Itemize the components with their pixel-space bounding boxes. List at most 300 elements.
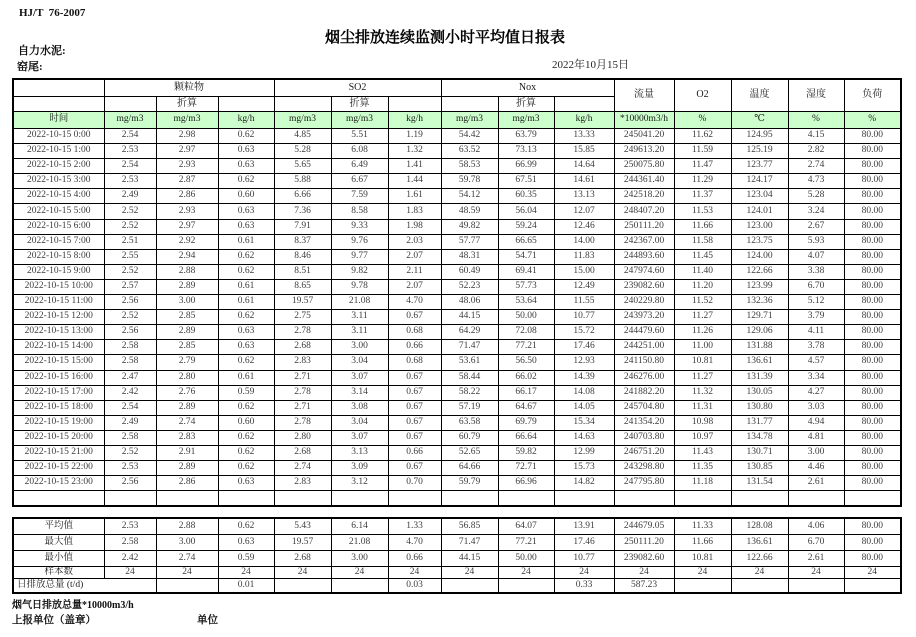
value-cell: 2.79 <box>156 355 218 370</box>
value-cell: 8.37 <box>274 234 331 249</box>
value-cell: 2.97 <box>156 144 218 159</box>
value-cell: 3.00 <box>156 295 218 310</box>
header-blank <box>554 97 614 112</box>
summary-value-cell: 80.00 <box>844 535 901 551</box>
row-time-cell: 2022-10-15 3:00 <box>13 174 104 189</box>
value-cell: 10.81 <box>674 355 731 370</box>
summary-value-cell: 2.58 <box>104 535 156 551</box>
summary-value-cell: 24 <box>441 567 498 579</box>
value-cell: 72.71 <box>498 461 554 476</box>
row-time-cell: 2022-10-15 11:00 <box>13 295 104 310</box>
table-row <box>13 159 901 174</box>
value-cell: 2.93 <box>156 204 218 219</box>
value-cell: 2.07 <box>388 249 441 264</box>
value-cell: 19.57 <box>274 295 331 310</box>
value-cell: 0.63 <box>218 219 274 234</box>
summary-row <box>13 535 901 551</box>
table-row <box>13 279 901 294</box>
value-cell: 80.00 <box>844 385 901 400</box>
value-cell: 12.99 <box>554 445 614 460</box>
value-cell: 0.61 <box>218 370 274 385</box>
value-cell: 2.47 <box>104 370 156 385</box>
summary-value-cell: 0.59 <box>218 551 274 567</box>
value-cell: 11.20 <box>674 279 731 294</box>
row-time-cell: 2022-10-15 20:00 <box>13 430 104 445</box>
value-cell: 7.91 <box>274 219 331 234</box>
value-cell: 4.46 <box>788 461 844 476</box>
reporting-unit-label: 上报单位（盖章） <box>12 615 96 626</box>
header-group-so2: SO2 <box>274 79 441 97</box>
value-cell: 57.73 <box>498 279 554 294</box>
summary-value-cell: 4.06 <box>788 518 844 535</box>
table-row <box>13 144 901 159</box>
value-cell: 6.66 <box>274 189 331 204</box>
empty-cell <box>788 491 844 507</box>
value-cell: 2.54 <box>104 129 156 144</box>
value-cell: 80.00 <box>844 415 901 430</box>
value-cell: 241882.20 <box>614 385 674 400</box>
daily-total-value-cell <box>674 579 731 594</box>
summary-value-cell: 24 <box>788 567 844 579</box>
value-cell: 245704.80 <box>614 400 674 415</box>
summary-value-cell: 0.66 <box>388 551 441 567</box>
value-cell: 0.67 <box>388 385 441 400</box>
value-cell: 0.61 <box>218 234 274 249</box>
value-cell: 123.99 <box>731 279 788 294</box>
value-cell: 0.61 <box>218 279 274 294</box>
row-time-cell: 2022-10-15 23:00 <box>13 476 104 491</box>
value-cell: 0.62 <box>218 174 274 189</box>
value-cell: 246276.00 <box>614 370 674 385</box>
value-cell: 59.78 <box>441 174 498 189</box>
value-cell: 124.00 <box>731 249 788 264</box>
summary-value-cell: 3.00 <box>331 551 388 567</box>
value-cell: 64.67 <box>498 400 554 415</box>
value-cell: 2.83 <box>156 430 218 445</box>
value-cell: 131.77 <box>731 415 788 430</box>
value-cell: 80.00 <box>844 279 901 294</box>
value-cell: 2.57 <box>104 279 156 294</box>
value-cell: 244361.40 <box>614 174 674 189</box>
value-cell: 0.67 <box>388 430 441 445</box>
header-blank <box>218 97 274 112</box>
company-label: 自力水泥: <box>18 45 66 57</box>
value-cell: 4.73 <box>788 174 844 189</box>
value-cell: 54.71 <box>498 249 554 264</box>
value-cell: 67.51 <box>498 174 554 189</box>
value-cell: 60.49 <box>441 264 498 279</box>
daily-total-value-cell <box>156 579 218 594</box>
value-cell: 4.94 <box>788 415 844 430</box>
empty-cell <box>554 491 614 507</box>
unit-celsius: ℃ <box>731 112 788 129</box>
value-cell: 4.57 <box>788 355 844 370</box>
value-cell: 0.60 <box>218 189 274 204</box>
value-cell: 11.43 <box>674 445 731 460</box>
value-cell: 2.83 <box>274 476 331 491</box>
value-cell: 3.11 <box>331 325 388 340</box>
value-cell: 241150.80 <box>614 355 674 370</box>
value-cell: 123.00 <box>731 219 788 234</box>
value-cell: 80.00 <box>844 355 901 370</box>
header-blank <box>274 97 331 112</box>
value-cell: 125.19 <box>731 144 788 159</box>
value-cell: 15.85 <box>554 144 614 159</box>
value-cell: 0.63 <box>218 144 274 159</box>
value-cell: 0.62 <box>218 445 274 460</box>
header-nox-converted: 折算 <box>498 97 554 112</box>
value-cell: 2.52 <box>104 445 156 460</box>
summary-value-cell: 244679.05 <box>614 518 674 535</box>
value-cell: 0.63 <box>218 340 274 355</box>
row-time-cell: 2022-10-15 9:00 <box>13 264 104 279</box>
value-cell: 80.00 <box>844 325 901 340</box>
value-cell: 2.89 <box>156 279 218 294</box>
value-cell: 80.00 <box>844 189 901 204</box>
value-cell: 9.33 <box>331 219 388 234</box>
row-time-cell: 2022-10-15 1:00 <box>13 144 104 159</box>
value-cell: 0.68 <box>388 325 441 340</box>
value-cell: 3.12 <box>331 476 388 491</box>
value-cell: 246751.20 <box>614 445 674 460</box>
summary-value-cell: 10.81 <box>674 551 731 567</box>
summary-value-cell: 250111.20 <box>614 535 674 551</box>
value-cell: 80.00 <box>844 219 901 234</box>
value-cell: 9.77 <box>331 249 388 264</box>
unit-mg: mg/m3 <box>441 112 498 129</box>
value-cell: 2.71 <box>274 370 331 385</box>
table-row <box>13 249 901 264</box>
value-cell: 6.70 <box>788 279 844 294</box>
value-cell: 48.31 <box>441 249 498 264</box>
value-cell: 2.86 <box>156 476 218 491</box>
empty-cell <box>674 491 731 507</box>
summary-value-cell: 77.21 <box>498 535 554 551</box>
row-time-cell: 2022-10-15 16:00 <box>13 370 104 385</box>
value-cell: 59.82 <box>498 445 554 460</box>
value-cell: 10.77 <box>554 310 614 325</box>
value-cell: 8.46 <box>274 249 331 264</box>
value-cell: 2.80 <box>156 370 218 385</box>
summary-value-cell: 24 <box>674 567 731 579</box>
header-blank <box>388 97 441 112</box>
value-cell: 14.08 <box>554 385 614 400</box>
value-cell: 4.11 <box>788 325 844 340</box>
empty-cell <box>104 491 156 507</box>
value-cell: 129.71 <box>731 310 788 325</box>
table-row <box>13 219 901 234</box>
value-cell: 63.79 <box>498 129 554 144</box>
header-load: 负荷 <box>844 79 901 112</box>
summary-value-cell: 21.08 <box>331 535 388 551</box>
value-cell: 2.91 <box>156 445 218 460</box>
row-time-cell: 2022-10-15 0:00 <box>13 129 104 144</box>
unit-kg: kg/h <box>388 112 441 129</box>
value-cell: 247974.60 <box>614 264 674 279</box>
value-cell: 56.50 <box>498 355 554 370</box>
header-row-groups <box>13 79 901 97</box>
value-cell: 2.83 <box>274 355 331 370</box>
value-cell: 2.54 <box>104 400 156 415</box>
value-cell: 59.79 <box>441 476 498 491</box>
value-cell: 0.62 <box>218 129 274 144</box>
value-cell: 53.61 <box>441 355 498 370</box>
value-cell: 132.36 <box>731 295 788 310</box>
value-cell: 11.29 <box>674 174 731 189</box>
table-row <box>13 310 901 325</box>
value-cell: 15.34 <box>554 415 614 430</box>
header-group-nox: Nox <box>441 79 614 97</box>
unit-mg: mg/m3 <box>331 112 388 129</box>
row-time-cell: 2022-10-15 5:00 <box>13 204 104 219</box>
empty-cell <box>614 491 674 507</box>
value-cell: 0.70 <box>388 476 441 491</box>
value-cell: 54.12 <box>441 189 498 204</box>
value-cell: 5.65 <box>274 159 331 174</box>
value-cell: 14.39 <box>554 370 614 385</box>
summary-table <box>12 517 902 594</box>
value-cell: 240703.80 <box>614 430 674 445</box>
empty-cell <box>388 491 441 507</box>
value-cell: 80.00 <box>844 204 901 219</box>
summary-value-cell: 6.14 <box>331 518 388 535</box>
summary-value-cell: 80.00 <box>844 518 901 535</box>
value-cell: 2.92 <box>156 234 218 249</box>
summary-value-cell: 136.61 <box>731 535 788 551</box>
value-cell: 69.41 <box>498 264 554 279</box>
value-cell: 80.00 <box>844 461 901 476</box>
value-cell: 4.85 <box>274 129 331 144</box>
value-cell: 3.07 <box>331 430 388 445</box>
value-cell: 244479.60 <box>614 325 674 340</box>
value-cell: 80.00 <box>844 159 901 174</box>
value-cell: 243973.20 <box>614 310 674 325</box>
summary-value-cell: 122.66 <box>731 551 788 567</box>
value-cell: 8.58 <box>331 204 388 219</box>
value-cell: 2.78 <box>274 385 331 400</box>
value-cell: 14.61 <box>554 174 614 189</box>
value-cell: 0.66 <box>388 445 441 460</box>
row-time-cell: 2022-10-15 6:00 <box>13 219 104 234</box>
value-cell: 3.08 <box>331 400 388 415</box>
value-cell: 2.71 <box>274 400 331 415</box>
value-cell: 0.61 <box>218 295 274 310</box>
value-cell: 1.41 <box>388 159 441 174</box>
value-cell: 2.75 <box>274 310 331 325</box>
daily-total-value-cell <box>498 579 554 594</box>
value-cell: 0.67 <box>388 370 441 385</box>
value-cell: 9.82 <box>331 264 388 279</box>
summary-label-cell: 样本数 <box>13 567 104 579</box>
value-cell: 2.52 <box>104 204 156 219</box>
value-cell: 123.77 <box>731 159 788 174</box>
value-cell: 124.17 <box>731 174 788 189</box>
value-cell: 0.62 <box>218 249 274 264</box>
value-cell: 3.04 <box>331 355 388 370</box>
value-cell: 80.00 <box>844 310 901 325</box>
value-cell: 4.81 <box>788 430 844 445</box>
value-cell: 2.85 <box>156 340 218 355</box>
value-cell: 248407.20 <box>614 204 674 219</box>
value-cell: 6.08 <box>331 144 388 159</box>
value-cell: 2.76 <box>156 385 218 400</box>
value-cell: 131.39 <box>731 370 788 385</box>
row-time-cell: 2022-10-15 2:00 <box>13 159 104 174</box>
value-cell: 12.49 <box>554 279 614 294</box>
value-cell: 2.56 <box>104 295 156 310</box>
value-cell: 0.62 <box>218 461 274 476</box>
header-blank <box>13 79 104 97</box>
summary-value-cell: 50.00 <box>498 551 554 567</box>
value-cell: 5.28 <box>274 144 331 159</box>
summary-value-cell: 0.63 <box>218 535 274 551</box>
value-cell: 2.53 <box>104 144 156 159</box>
value-cell: 124.01 <box>731 204 788 219</box>
page-title: 烟尘排放连续监测小时平均值日报表 <box>324 30 565 46</box>
value-cell: 1.98 <box>388 219 441 234</box>
unit-kg: kg/h <box>554 112 614 129</box>
summary-value-cell: 24 <box>388 567 441 579</box>
value-cell: 11.55 <box>554 295 614 310</box>
row-time-cell: 2022-10-15 15:00 <box>13 355 104 370</box>
value-cell: 66.17 <box>498 385 554 400</box>
value-cell: 0.62 <box>218 310 274 325</box>
row-time-cell: 2022-10-15 7:00 <box>13 234 104 249</box>
value-cell: 11.00 <box>674 340 731 355</box>
value-cell: 4.27 <box>788 385 844 400</box>
table-row <box>13 129 901 144</box>
report-date: 2022年10月15日 <box>552 59 629 71</box>
table-row <box>13 325 901 340</box>
value-cell: 1.44 <box>388 174 441 189</box>
summary-value-cell: 2.53 <box>104 518 156 535</box>
row-time-cell: 2022-10-15 19:00 <box>13 415 104 430</box>
summary-row <box>13 551 901 567</box>
row-time-cell: 2022-10-15 10:00 <box>13 279 104 294</box>
table-row <box>13 234 901 249</box>
value-cell: 2.82 <box>788 144 844 159</box>
value-cell: 2.86 <box>156 189 218 204</box>
daily-total-value-cell <box>788 579 844 594</box>
value-cell: 2.74 <box>788 159 844 174</box>
value-cell: 13.13 <box>554 189 614 204</box>
value-cell: 2.56 <box>104 325 156 340</box>
value-cell: 0.62 <box>218 430 274 445</box>
value-cell: 0.59 <box>218 385 274 400</box>
value-cell: 2.03 <box>388 234 441 249</box>
value-cell: 44.15 <box>441 310 498 325</box>
value-cell: 14.82 <box>554 476 614 491</box>
header-flow: 流量 <box>614 79 674 112</box>
value-cell: 2.58 <box>104 340 156 355</box>
unit-mg: mg/m3 <box>498 112 554 129</box>
value-cell: 0.68 <box>388 355 441 370</box>
value-cell: 3.07 <box>331 370 388 385</box>
value-cell: 80.00 <box>844 234 901 249</box>
table-row <box>13 264 901 279</box>
value-cell: 10.98 <box>674 415 731 430</box>
value-cell: 52.23 <box>441 279 498 294</box>
value-cell: 73.13 <box>498 144 554 159</box>
value-cell: 0.62 <box>218 355 274 370</box>
value-cell: 52.65 <box>441 445 498 460</box>
value-cell: 63.52 <box>441 144 498 159</box>
table-row <box>13 355 901 370</box>
summary-value-cell: 11.33 <box>674 518 731 535</box>
value-cell: 2.94 <box>156 249 218 264</box>
empty-cell <box>731 491 788 507</box>
table-row <box>13 295 901 310</box>
value-cell: 12.07 <box>554 204 614 219</box>
daily-total-value-cell <box>331 579 388 594</box>
value-cell: 0.66 <box>388 340 441 355</box>
value-cell: 2.88 <box>156 264 218 279</box>
value-cell: 123.75 <box>731 234 788 249</box>
value-cell: 3.34 <box>788 370 844 385</box>
value-cell: 60.79 <box>441 430 498 445</box>
location-label: 窑尾: <box>17 61 43 73</box>
value-cell: 48.06 <box>441 295 498 310</box>
summary-value-cell: 24 <box>844 567 901 579</box>
summary-value-cell: 24 <box>731 567 788 579</box>
value-cell: 0.63 <box>218 476 274 491</box>
value-cell: 3.09 <box>331 461 388 476</box>
value-cell: 245041.20 <box>614 129 674 144</box>
value-cell: 60.35 <box>498 189 554 204</box>
empty-cell <box>13 491 104 507</box>
value-cell: 80.00 <box>844 249 901 264</box>
table-row <box>13 445 901 460</box>
value-cell: 2.68 <box>274 340 331 355</box>
value-cell: 21.08 <box>331 295 388 310</box>
value-cell: 11.47 <box>674 159 731 174</box>
table-row <box>13 189 901 204</box>
table-row <box>13 400 901 415</box>
summary-value-cell: 11.66 <box>674 535 731 551</box>
header-blank <box>441 97 498 112</box>
empty-cell <box>274 491 331 507</box>
value-cell: 130.05 <box>731 385 788 400</box>
value-cell: 4.15 <box>788 129 844 144</box>
header-humidity: 湿度 <box>788 79 844 112</box>
value-cell: 122.66 <box>731 264 788 279</box>
value-cell: 0.62 <box>218 400 274 415</box>
value-cell: 2.52 <box>104 264 156 279</box>
value-cell: 80.00 <box>844 340 901 355</box>
value-cell: 2.80 <box>274 430 331 445</box>
value-cell: 80.00 <box>844 430 901 445</box>
value-cell: 3.24 <box>788 204 844 219</box>
empty-cell <box>844 491 901 507</box>
table-row <box>13 370 901 385</box>
value-cell: 17.46 <box>554 340 614 355</box>
value-cell: 0.63 <box>218 159 274 174</box>
value-cell: 129.06 <box>731 325 788 340</box>
value-cell: 66.64 <box>498 430 554 445</box>
value-cell: 80.00 <box>844 400 901 415</box>
summary-value-cell: 24 <box>331 567 388 579</box>
value-cell: 2.61 <box>788 476 844 491</box>
value-cell: 59.24 <box>498 219 554 234</box>
value-cell: 2.52 <box>104 219 156 234</box>
value-cell: 2.93 <box>156 159 218 174</box>
summary-value-cell: 24 <box>614 567 674 579</box>
header-so2-converted: 折算 <box>331 97 388 112</box>
row-time-cell: 2022-10-15 8:00 <box>13 249 104 264</box>
table-row <box>13 415 901 430</box>
value-cell: 2.74 <box>156 415 218 430</box>
daily-total-value-cell: 0.01 <box>218 579 274 594</box>
